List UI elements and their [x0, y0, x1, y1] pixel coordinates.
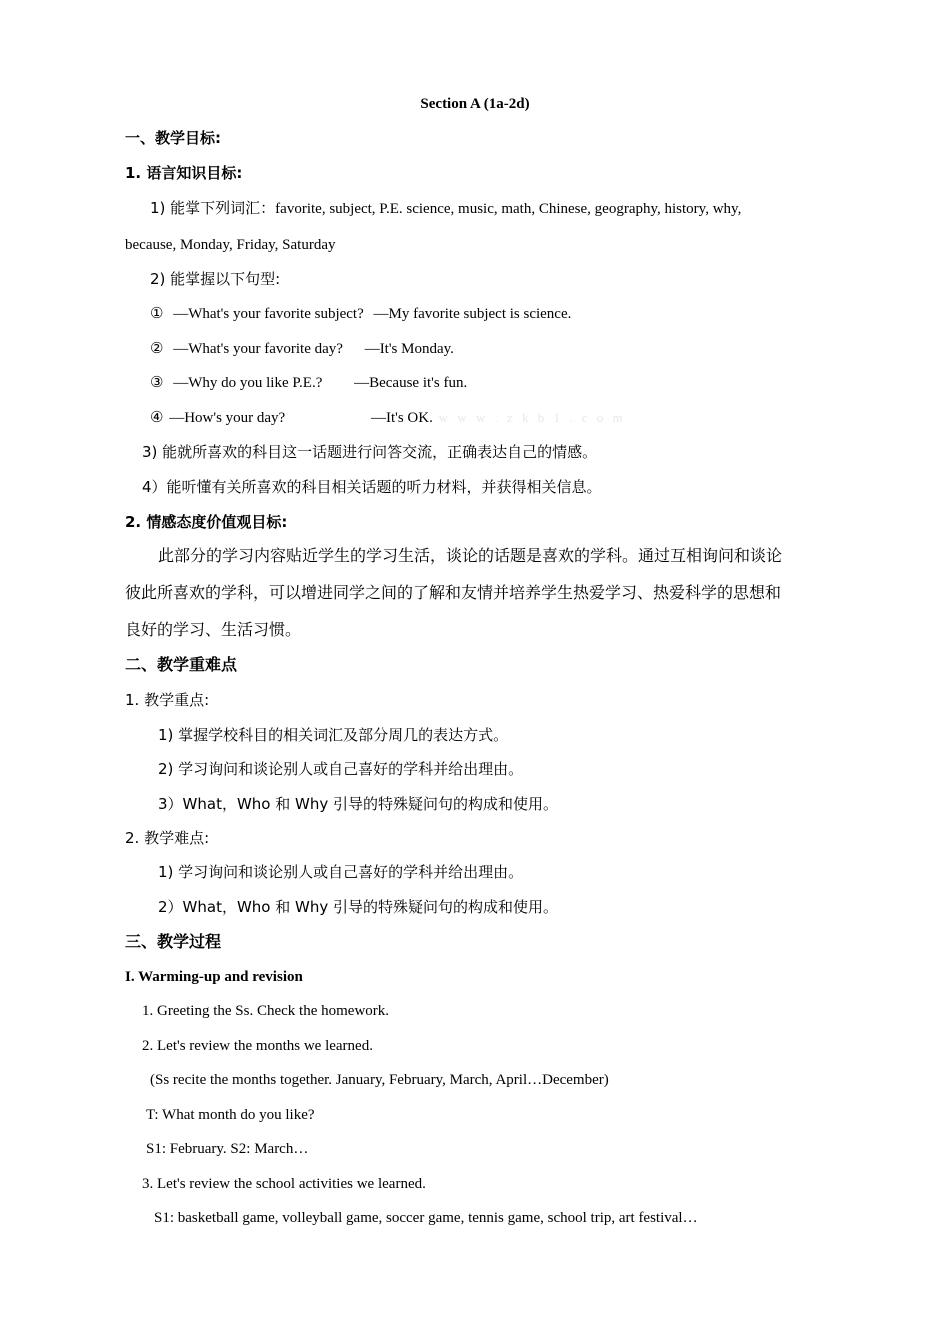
pattern-answer: —My favorite subject is science.	[373, 306, 572, 322]
difficult-point-2: 2）What，Who 和 Why 引导的特殊疑问句的构成和使用。	[158, 898, 558, 916]
pattern-question: —What's your favorite day?	[173, 341, 343, 357]
pattern-number: ①	[150, 306, 164, 322]
objective-item-4: 4）能听懂有关所喜欢的科目相关话题的听力材料，并获得相关信息。	[142, 478, 602, 496]
section-heading-process: 三、教学过程	[125, 932, 222, 951]
difficult-point-1: 1) 学习询问和谈论别人或自己喜好的学科并给出理由。	[158, 863, 524, 881]
process-line-6: 3. Let's review the school activities we learned.	[142, 1176, 426, 1192]
pattern-question: —What's your favorite subject?	[173, 306, 364, 322]
process-line-4: T: What month do you like?	[146, 1107, 315, 1123]
pattern-number: ③	[150, 375, 164, 391]
paragraph-line-3: 良好的学习、生活习惯。	[125, 620, 302, 639]
vocab-label: 1) 能掌下列词汇：	[150, 199, 276, 217]
paragraph-line-2: 彼此所喜欢的学科，可以增进同学之间的了解和友情并培养学生热爱学习、热爱科学的思想和	[125, 583, 782, 602]
key-point-2: 2) 学习询问和谈论别人或自己喜好的学科并给出理由。	[158, 760, 524, 778]
paragraph-line-1: 此部分的学习内容贴近学生的学习生活，谈论的话题是喜欢的学科。通过互相询问和谈论	[158, 546, 783, 565]
pattern-4	[150, 408, 626, 428]
difficult-points-label: 2. 教学难点:	[125, 829, 210, 847]
pattern-question: —How's your day?	[169, 410, 286, 426]
pattern-2	[150, 339, 454, 359]
section-heading-key-points: 二、教学重难点	[125, 655, 238, 674]
pattern-number: ②	[150, 341, 164, 357]
patterns-label: 2) 能掌握以下句型:	[150, 270, 281, 288]
subsection-warming-up: I. Warming-up and revision	[125, 969, 303, 985]
pattern-1	[150, 304, 571, 324]
process-line-2: 2. Let's review the months we learned.	[142, 1038, 373, 1054]
process-line-5: S1: February. S2: March…	[146, 1141, 309, 1157]
pattern-answer: —It's OK.	[370, 410, 433, 426]
subheading-affective-goals: 2. 情感态度价值观目标:	[125, 513, 288, 531]
vocab-line-2: because, Monday, Friday, Saturday	[125, 237, 336, 253]
section-heading-objectives: 一、教学目标:	[125, 129, 221, 147]
pattern-3	[150, 373, 467, 393]
key-point-1: 1) 掌握学校科目的相关词汇及部分周几的表达方式。	[158, 726, 509, 744]
process-line-1: 1. Greeting the Ss. Check the homework.	[142, 1003, 390, 1019]
subheading-language-goals: 1. 语言知识目标:	[125, 164, 243, 182]
vocab-words: favorite, subject, P.E. science, music, math, Chinese, geography, history, why,	[275, 201, 742, 217]
watermark: w w w . z k b 1 . c o m	[438, 410, 626, 425]
process-line-3: (Ss recite the months together. January, February, March, April…December)	[150, 1072, 609, 1088]
key-point-3: 3）What，Who 和 Why 引导的特殊疑问句的构成和使用。	[158, 795, 558, 813]
objective-item-3: 3) 能就所喜欢的科目这一话题进行问答交流，正确表达自己的情感。	[142, 443, 598, 461]
process-line-7: S1: basketball game, volleyball game, soccer game, tennis game, school trip, art festival…	[154, 1210, 698, 1226]
page-title: Section A (1a-2d)	[420, 96, 530, 112]
vocab-line	[150, 198, 741, 219]
pattern-question: —Why do you like P.E.?	[173, 375, 323, 391]
pattern-answer: —Because it's fun.	[354, 375, 468, 391]
pattern-number: ④	[150, 410, 164, 426]
pattern-answer: —It's Monday.	[364, 341, 454, 357]
key-points-label: 1. 教学重点:	[125, 691, 210, 709]
